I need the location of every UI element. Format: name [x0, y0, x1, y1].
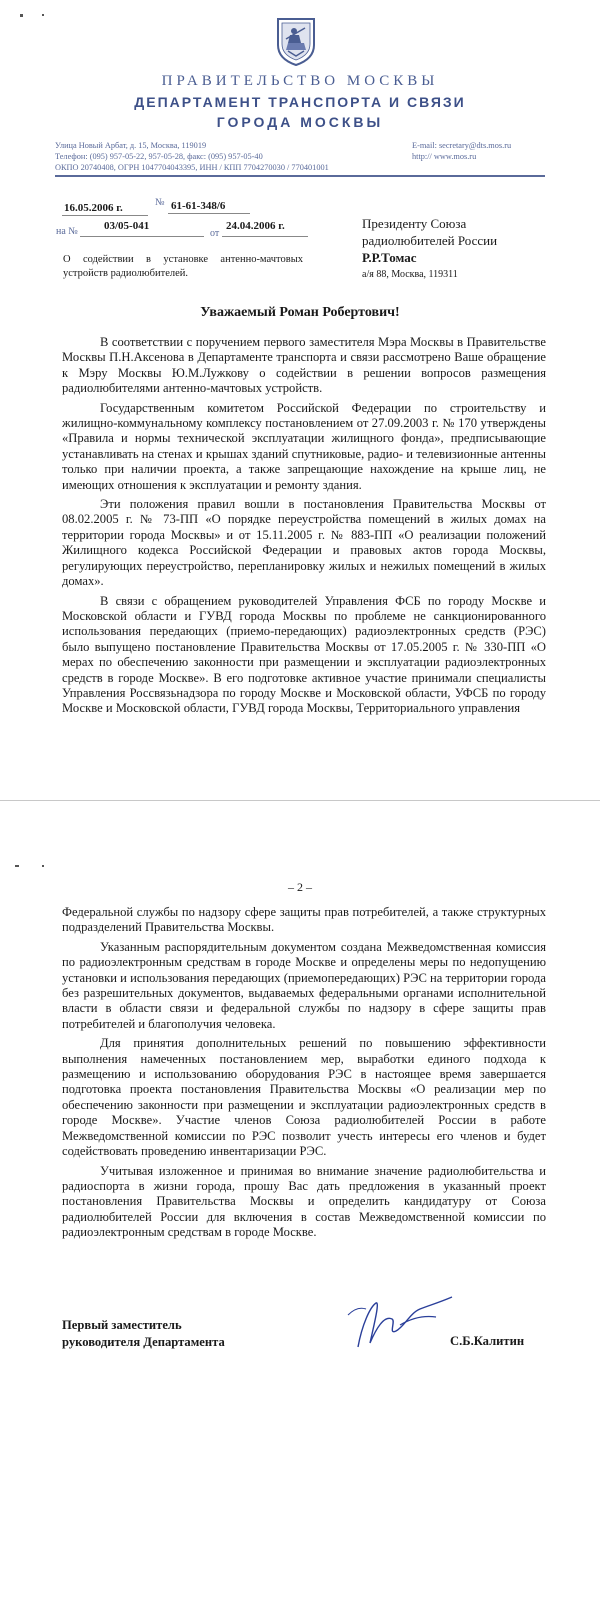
paragraph: Учитывая изложенное и принимая во внимание значение радиолюбительства и радиоспорта в жизни города, прошу Вас дать предложения в указанный проект постановления Правительства Москвы и определить кандидатуру от Союза радиолюбителей России для включения в состав Межведомственной комиссии по радиоэлектронным средствам в городе Москве.: [62, 1163, 546, 1240]
paragraph: Федеральной службы по надзору сфере защиты прав потребителей, а также структурных подразделений Правительства Москвы.: [62, 905, 546, 935]
handwritten-signature-icon: [340, 1285, 460, 1360]
paragraph: Указанным распорядительным документом создана Межведомственная комиссия по радиоэлектронным средствам в городе Москве и определены меры по недопущению установки и использования передающих (приемопередающих) РЭС на территории города без разрешительных документов, выдаваемых федеральными органами исполнительной власти в области связи и федеральной службы по надзору в сфере защиты прав потребителей и благополучия человека.: [62, 939, 546, 1031]
contact-registration: ОКПО 20740408, ОГРН 1047704043395, ИНН / КПП 7704270030 / 770401001: [55, 163, 329, 172]
signatory-name: С.Б.Калитин: [450, 1334, 525, 1348]
recipient-position: Президенту Союза: [362, 216, 467, 231]
scan-speck: [42, 14, 44, 16]
paragraph: Эти положения правил вошли в постановления Правительства Москвы от 08.02.2005 г. № 73-ПП «О порядке переустройства помещений в жилых домах на территории города Москвы» и от 15.11.2005 г. № 883-ПП «О реализации положений Жилищного кодекса Российской Федерации и правовых актов города Москвы, регулирующих переустройство, перепланировку жилых и нежилых помещений в жилых домах».: [62, 497, 546, 589]
letter-body-page-2: [62, 905, 546, 1245]
outgoing-number-label: №: [155, 197, 165, 208]
contact-email: E-mail: secretary@dts.mos.ru: [412, 141, 512, 150]
contacts-right: [412, 140, 511, 162]
scan-speck: [20, 14, 23, 17]
paragraph: Для принятия дополнительных решений по повышению эффективности выполнения намеченных постановлением мер, выработки единого подхода к размещению и использованию оборудования РЭС в настоящее время завершается подготовка проекта постановления Правительства Москвы «О реализации мер по обеспечению законности при размещении и эксплуатации радиоэлектронных средств в городе Москве». Участие членов Союза радиолюбителей России в работе Межведомственной комиссии по РЭС позволит учесть интересы его членов и будет содействовать проведению инвентаризации РЭС.: [62, 1036, 546, 1159]
signatory-title-line2: руководителя Департамента: [62, 1335, 225, 1349]
contact-address: Улица Новый Арбат, д. 15, Москва, 119019: [55, 141, 207, 150]
recipient-name: Р.Р.Томас: [362, 250, 417, 265]
signatory-title-line1: Первый заместитель: [62, 1318, 182, 1332]
letterhead-department: ДЕПАРТАМЕНТ ТРАНСПОРТА И СВЯЗИ: [134, 94, 466, 110]
letter-subject: О содействии в установке антенно-мачтовых устройств радиолюбителей.: [63, 254, 303, 279]
recipient-organization: радиолюбителей России: [362, 233, 498, 248]
letterhead-divider: [55, 175, 545, 177]
greeting: Уважаемый Роман Робертович!: [200, 305, 400, 320]
letterhead-government: ПРАВИТЕЛЬСТВО МОСКВЫ: [161, 73, 439, 89]
paragraph: В соответствии с поручением первого заместителя Мэра Москвы в Правительстве Москвы П.Н.Аксенова в Департаменте транспорта и связи рассмотрено Ваше обращение к Мэру Москвы Ю.М.Лужкову о содействии в решении вопросов размещения радиолюбителями антенно-мачтовых устройств.: [62, 335, 546, 396]
outgoing-date: 16.05.2006 г.: [64, 202, 123, 214]
scan-speck: [42, 865, 44, 867]
outgoing-date-underline: [62, 215, 148, 216]
letterhead-city: ГОРОДА МОСКВЫ: [216, 114, 384, 130]
paragraph: В связи с обращением руководителей Управления ФСБ по городу Москве и Московской области и ГУВД города Москвы по проблеме не санкционированного использования передающих (приемо-передающих) радиоэлектронных средств (РЭС) было выпущено постановление Правительства Москвы от 17.05.2005 г. № 330-ПП «О мерах по обеспечению законности при размещении и эксплуатации радиоэлектронных средств в городе Москве». В его подготовке активное участие принимали специалисты Управления Россвязьнадзора по городу Москве и Московской области, УФСБ по городу Москве и Московской области, ГУВД города Москвы, Территориального управления: [62, 593, 546, 716]
outgoing-number: 61-61-348/6: [171, 200, 226, 212]
page-number: – 2 –: [288, 880, 312, 894]
scan-speck: [15, 865, 19, 867]
reference-date-underline: [222, 236, 308, 237]
reference-number: 03/05-041: [104, 220, 150, 232]
outgoing-number-underline: [168, 213, 250, 214]
reference-date-label: от: [210, 228, 220, 239]
signatory-title: [62, 1317, 225, 1351]
letter-page-1: [0, 0, 600, 800]
contact-phone: Телефон: (095) 957-05-22, 957-05-28, факс: (095) 957-05-40: [55, 152, 263, 161]
recipient-address: а/я 88, Москва, 119311: [362, 269, 458, 280]
paragraph: Государственным комитетом Российской Федерации по строительству и жилищно-коммунальному комплексу постановлением от 27.09.2003 г. № 170 утверждены «Правила и нормы технической эксплуатации жилищного фонда», предписывающие устанавливать на стенах и крышах зданий спутниковые, радио- и телевизионные антенны только при наличии проекта, а также запрещающие нахождение на крыше лиц, не имеющих отношения к эксплуатации и ремонту здания.: [62, 400, 546, 492]
contact-website: http:// www.mos.ru: [412, 152, 477, 161]
contacts-left: [55, 140, 329, 173]
reference-number-label: на №: [56, 226, 78, 237]
moscow-coat-of-arms-icon: [274, 15, 318, 67]
reference-date: 24.04.2006 г.: [226, 220, 285, 232]
letter-body-page-1: [62, 335, 546, 721]
recipient-block: [362, 215, 497, 283]
reference-number-underline: [80, 236, 204, 237]
